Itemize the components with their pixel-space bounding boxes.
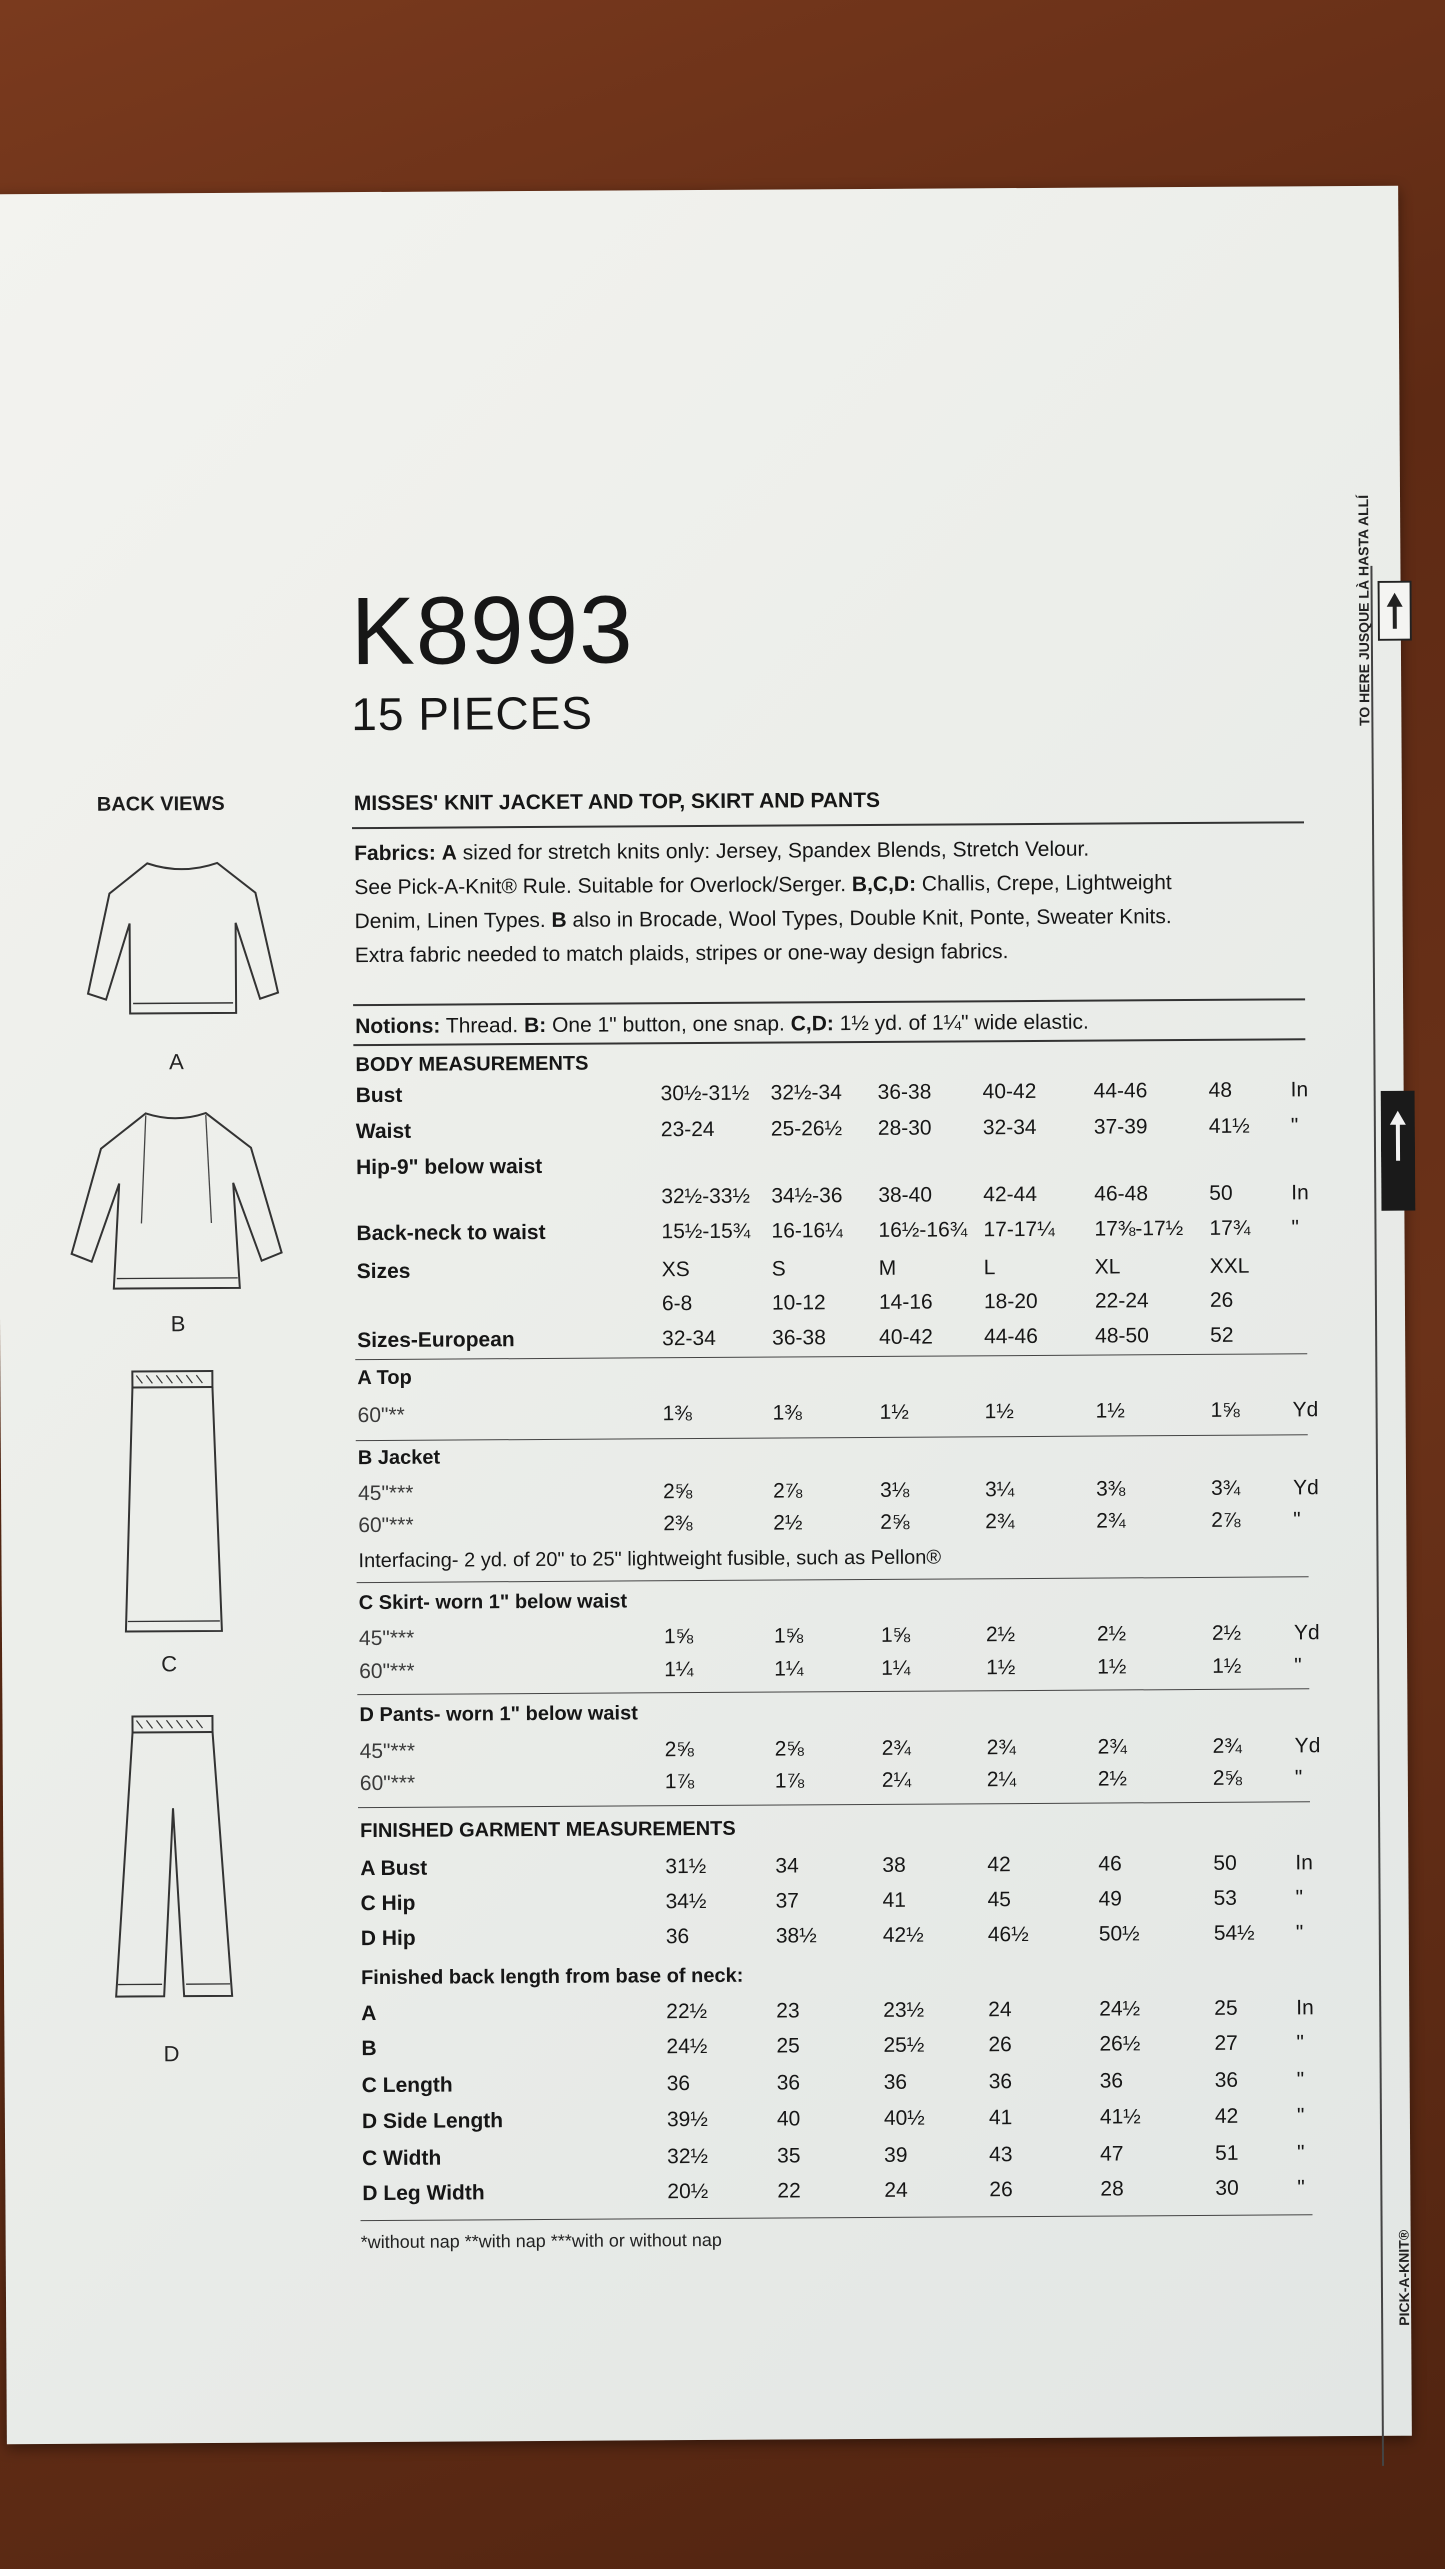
size-value-cell: XL <box>1094 1255 1121 1279</box>
view-label-c: C <box>161 1651 178 1677</box>
unit-cell: " <box>1297 2141 1305 2165</box>
size-value-cell: 26 <box>988 2033 1012 2057</box>
size-value-cell: 2½ <box>1097 1767 1128 1791</box>
finished-rule <box>361 2214 1313 2221</box>
size-value-cell: 41 <box>988 2106 1013 2130</box>
c-skirt-rule <box>357 1688 1309 1695</box>
view-label-a: A <box>169 1049 184 1075</box>
notions-text-1: Thread. <box>440 1014 525 1038</box>
size-value-cell: 46½ <box>987 1923 1029 1947</box>
size-value-cell: 40-42 <box>982 1079 1037 1104</box>
row-label: A Bust <box>360 1856 428 1881</box>
size-value-cell: 1⅝ <box>773 1624 804 1648</box>
size-value-cell: 1⅞ <box>774 1769 805 1793</box>
finished-length-row <box>361 2031 1321 2067</box>
size-value-cell: 1⅜ <box>772 1401 802 1425</box>
size-value-cell: 54½ <box>1213 1921 1255 1945</box>
unit-cell: In <box>1295 1851 1313 1875</box>
row-label: 60"*** <box>359 1771 416 1796</box>
size-value-cell: 36 <box>1099 2069 1124 2093</box>
interfacing-note: Interfacing- 2 yd. of 20" to 25" lightweight fusible, such as Pellon® <box>358 1546 942 1573</box>
unit-cell: In <box>1290 1078 1309 1102</box>
size-value-cell: 2⅜ <box>663 1512 693 1536</box>
finished-measurement-row <box>361 1886 1321 1922</box>
size-value-cell: 36 <box>665 1925 690 1949</box>
size-value-cell: 22-24 <box>1094 1289 1149 1313</box>
row-label: A <box>361 2002 377 2026</box>
size-value-cell: 37 <box>775 1889 800 1913</box>
size-value-cell: 23-24 <box>660 1117 715 1142</box>
size-value-cell: 41 <box>882 1888 907 1912</box>
size-value-cell: 2¾ <box>881 1736 911 1760</box>
size-value-cell: 16-16¼ <box>771 1219 843 1243</box>
yardage-row <box>358 1398 1318 1434</box>
row-label: 45"*** <box>358 1626 415 1651</box>
row-label: C Width <box>362 2146 442 2171</box>
size-value-cell: 48 <box>1208 1078 1233 1102</box>
size-value-cell: 17⅜-17½ <box>1094 1217 1184 1241</box>
row-label: D Hip <box>360 1926 416 1951</box>
row-label: Sizes-European <box>357 1328 515 1353</box>
body-measurement-row <box>356 1216 1316 1252</box>
size-value-cell: 44-46 <box>1093 1079 1148 1103</box>
size-value-cell: 39½ <box>666 2107 708 2132</box>
yardage-row <box>359 1621 1319 1657</box>
size-value-cell: 1¼ <box>774 1657 804 1681</box>
finished-length-row <box>361 1996 1321 2032</box>
size-value-cell: 3¾ <box>1210 1476 1241 1500</box>
fabrics-line-1 <box>354 831 1294 871</box>
view-a-top-heading: A Top <box>357 1366 412 1390</box>
size-value-cell: 1½ <box>986 1656 1016 1680</box>
back-view-d-illustration <box>102 1708 244 2009</box>
size-value-cell: 24½ <box>1099 1997 1141 2021</box>
size-value-cell: XS <box>661 1258 690 1282</box>
size-value-cell: 28-30 <box>877 1116 932 1140</box>
body-measurement-row <box>356 1181 1316 1217</box>
unit-cell: " <box>1295 1886 1304 1910</box>
unit-cell: Yd <box>1292 1476 1319 1500</box>
size-value-cell: 36 <box>988 2070 1013 2094</box>
size-value-cell: 32½-34 <box>770 1081 842 1105</box>
size-value-cell: 24 <box>884 2178 908 2202</box>
size-value-cell: 36 <box>776 2071 801 2095</box>
size-value-cell: 48-50 <box>1095 1324 1149 1348</box>
unit-cell: Yd <box>1292 1398 1319 1422</box>
size-value-cell: 49 <box>1098 1887 1123 1911</box>
size-value-cell: 52 <box>1210 1323 1234 1347</box>
notions-text-3: 1½ yd. of 1¼" wide elastic. <box>833 1010 1089 1036</box>
size-value-cell: 2⅝ <box>664 1738 694 1762</box>
size-value-cell: 32-34 <box>982 1115 1037 1140</box>
size-value-cell: 2¾ <box>1097 1735 1127 1759</box>
size-value-cell: 36 <box>883 2070 908 2094</box>
size-value-cell: 1½ <box>1212 1654 1242 1678</box>
body-measurements-heading: BODY MEASUREMENTS <box>355 1052 589 1077</box>
fabrics-line-3-tail: also in Brocade, Wool Types, Double Knit, Ponte, Sweater Knits. <box>566 905 1172 932</box>
size-value-cell: 2⅞ <box>773 1479 803 1503</box>
size-value-cell: 1¼ <box>881 1656 911 1680</box>
row-label: Bust <box>355 1083 403 1108</box>
pattern-envelope <box>0 186 1412 2445</box>
size-value-cell: 50 <box>1209 1181 1233 1205</box>
unit-cell: Yd <box>1293 1621 1320 1645</box>
size-value-cell: 24 <box>988 1998 1012 2022</box>
size-value-cell: 2¾ <box>1212 1734 1242 1758</box>
row-label: 45"*** <box>359 1739 416 1764</box>
fabrics-line-2-text: See Pick-A-Knit® Rule. Suitable for Overlock/Serger. <box>354 873 852 900</box>
yardage-row <box>358 1476 1318 1512</box>
finished-measurement-row <box>361 1921 1321 1957</box>
size-value-cell: 3¼ <box>985 1478 1015 1502</box>
size-value-cell: 34 <box>775 1854 799 1878</box>
row-label: B <box>361 2037 377 2061</box>
size-value-cell: 6-8 <box>661 1292 693 1316</box>
notions-text-2: One 1" button, one snap. <box>546 1012 791 1037</box>
unit-cell: " <box>1290 1114 1299 1138</box>
row-label: 60"*** <box>358 1513 414 1538</box>
size-value-cell: 26½ <box>1099 2032 1141 2056</box>
size-value-cell: 2¾ <box>986 1736 1016 1760</box>
size-value-cell: 32-34 <box>662 1326 716 1351</box>
row-label: 60"** <box>357 1403 405 1428</box>
size-value-cell: 3⅜ <box>1096 1477 1126 1501</box>
size-value-cell: 28 <box>1100 2177 1124 2201</box>
size-value-cell: 10-12 <box>771 1291 826 1315</box>
size-value-cell: 14-16 <box>878 1290 933 1314</box>
size-value-cell: 18-20 <box>983 1289 1038 1314</box>
size-value-cell: 2⅝ <box>880 1510 910 1534</box>
size-value-cell: 22½ <box>666 1999 708 2024</box>
size-value-cell: 41½ <box>1099 2105 1141 2129</box>
finished-length-row <box>362 2104 1322 2140</box>
finished-length-row <box>362 2068 1322 2104</box>
unit-cell: " <box>1291 1216 1300 1240</box>
unit-cell: " <box>1294 1766 1303 1790</box>
unit-cell: " <box>1296 2104 1305 2128</box>
notions-heading: Notions: <box>355 1014 441 1039</box>
fabrics-line-3-text: Denim, Linen Types. <box>354 908 552 934</box>
size-value-cell: 2¾ <box>1096 1509 1126 1533</box>
size-value-cell: 2⅝ <box>774 1737 804 1761</box>
size-value-cell: 38-40 <box>878 1183 933 1207</box>
unit-cell: " <box>1296 2031 1304 2055</box>
size-value-cell: 25½ <box>883 2033 925 2057</box>
size-value-cell: 34½ <box>665 1889 707 1914</box>
size-value-cell: 1½ <box>1097 1655 1127 1679</box>
finished-length-row <box>362 2141 1322 2177</box>
size-value-cell: 2½ <box>985 1623 1016 1647</box>
fabrics-line-3 <box>354 899 1294 939</box>
size-value-cell: 2⅞ <box>1211 1508 1241 1532</box>
size-value-cell: 42 <box>987 1853 1011 1877</box>
body-measurement-row <box>357 1254 1317 1290</box>
size-value-cell: 32½-33½ <box>661 1184 751 1209</box>
size-value-cell: 1¼ <box>664 1658 694 1682</box>
unit-cell: " <box>1295 1921 1304 1945</box>
d-pants-rule <box>358 1801 1310 1808</box>
size-value-cell: 37-39 <box>1093 1115 1148 1139</box>
size-value-cell: 36-38 <box>772 1326 826 1350</box>
unit-cell: " <box>1293 1508 1301 1532</box>
fabrics-line-1-text: sized for stretch knits only: Jersey, Spandex Blends, Stretch Velour. <box>456 837 1090 865</box>
size-value-cell: 47 <box>1100 2142 1124 2166</box>
size-value-cell: 38 <box>882 1853 906 1877</box>
size-value-cell: 3⅛ <box>880 1478 910 1502</box>
back-view-a-illustration <box>77 853 288 1029</box>
size-value-cell: 23 <box>776 1999 800 2023</box>
size-value-cell: 17-17¼ <box>983 1217 1055 1242</box>
unit-cell: " <box>1297 2176 1305 2200</box>
body-measurement-row <box>356 1078 1316 1114</box>
size-value-cell: 46 <box>1098 1852 1122 1876</box>
size-value-cell: 2⅝ <box>1212 1766 1243 1790</box>
yardage-row <box>360 1734 1320 1770</box>
size-value-cell: 42½ <box>882 1923 924 1947</box>
notions-line <box>355 1004 1295 1044</box>
notions-views-cd: C,D: <box>790 1012 834 1036</box>
size-value-cell: 2¼ <box>986 1768 1017 1792</box>
unit-cell: " <box>1296 2068 1305 2092</box>
size-value-cell: 23½ <box>883 1998 925 2022</box>
unit-cell: Yd <box>1294 1734 1321 1758</box>
side-strip-to-here: TO HERE JUSQUE LÀ HASTA ALLÍ <box>1355 494 1373 726</box>
up-arrow-icon-2 <box>1381 1091 1416 1216</box>
size-value-cell: 36-38 <box>877 1080 932 1104</box>
row-label: Waist <box>355 1119 412 1144</box>
size-value-cell: 2⅝ <box>663 1480 693 1504</box>
finished-length-row <box>362 2176 1322 2212</box>
size-value-cell: 36 <box>1214 2068 1239 2092</box>
size-value-cell: 42 <box>1214 2104 1239 2128</box>
fabrics-line-4: Extra fabric needed to match plaids, stripes or one-way design fabrics. <box>354 940 1009 968</box>
row-label: Sizes <box>356 1259 411 1284</box>
size-value-cell: 26 <box>989 2178 1013 2202</box>
fabrics-paragraph <box>354 831 1295 973</box>
size-value-cell: 1½ <box>879 1400 909 1424</box>
size-value-cell: 32½ <box>667 2144 709 2169</box>
size-value-cell: 51 <box>1215 2141 1239 2165</box>
fabrics-heading: Fabrics: <box>354 841 436 866</box>
view-c-skirt-heading: C Skirt- worn 1" below waist <box>358 1590 628 1615</box>
view-d-pants-heading: D Pants- worn 1" below waist <box>359 1702 638 1727</box>
size-value-cell: 1⅞ <box>664 1770 695 1794</box>
size-value-cell: 1⅝ <box>880 1623 911 1647</box>
size-value-cell: 24½ <box>666 2034 708 2059</box>
size-value-cell: 46-48 <box>1094 1182 1149 1206</box>
size-value-cell: 1½ <box>984 1400 1014 1424</box>
size-value-cell: 36 <box>666 2072 691 2096</box>
size-value-cell: 25-26½ <box>770 1117 843 1141</box>
b-jacket-rule <box>357 1576 1309 1583</box>
unit-cell: In <box>1296 1996 1314 2020</box>
size-value-cell: 34½-36 <box>771 1184 843 1208</box>
row-label: Back-neck to waist <box>356 1220 546 1246</box>
fabrics-views-bcd: B,C,D: <box>851 872 917 897</box>
size-value-cell: 25 <box>1214 1996 1238 2020</box>
size-value-cell: 20½ <box>667 2179 709 2204</box>
size-value-cell: 1⅝ <box>1210 1398 1240 1422</box>
finished-measurements-heading: FINISHED GARMENT MEASUREMENTS <box>360 1817 736 1843</box>
row-label: D Leg Width <box>362 2181 485 2206</box>
size-value-cell: 1⅝ <box>663 1625 694 1649</box>
pieces-count: 15 PIECES <box>351 686 594 741</box>
a-top-rule <box>356 1434 1308 1441</box>
size-value-cell: 40½ <box>883 2106 925 2130</box>
yardage-row <box>359 1654 1319 1690</box>
finished-measurement-row <box>360 1851 1320 1887</box>
side-strip-pick-a-knit: PICK-A-KNIT® <box>1395 2229 1413 2326</box>
finished-length-heading: Finished back length from base of neck: <box>360 1964 744 1990</box>
notions-view-b: B: <box>523 1013 547 1038</box>
size-value-cell: 31½ <box>665 1854 707 1879</box>
size-value-cell: 22 <box>777 2179 801 2203</box>
size-value-cell: 2¼ <box>881 1768 912 1792</box>
fabrics-line-2-tail: Challis, Crepe, Lightweight <box>915 871 1172 896</box>
size-value-cell: M <box>878 1256 897 1280</box>
size-value-cell: 16½-16¾ <box>878 1218 968 1242</box>
body-measurement-row <box>356 1114 1316 1150</box>
size-value-cell: 38½ <box>775 1924 817 1948</box>
size-value-cell: 40-42 <box>879 1325 933 1349</box>
pattern-title: MISSES' KNIT JACKET AND TOP, SKIRT AND PANTS <box>353 788 881 816</box>
size-value-cell: 50½ <box>1098 1922 1140 1946</box>
size-value-cell: 40 <box>776 2107 801 2131</box>
size-value-cell: 2½ <box>1211 1621 1242 1645</box>
size-value-cell: 2¾ <box>985 1510 1015 1534</box>
title-rule <box>352 821 1304 829</box>
back-views-heading: BACK VIEWS <box>96 792 225 816</box>
size-value-cell: 50 <box>1213 1851 1237 1875</box>
size-value-cell: 25 <box>776 2034 800 2058</box>
size-value-cell: 30½-31½ <box>660 1081 750 1106</box>
size-value-cell: 27 <box>1214 2031 1238 2055</box>
back-view-b-illustration <box>61 1103 292 1304</box>
size-value-cell: 35 <box>777 2144 801 2168</box>
size-value-cell: 26 <box>1209 1288 1234 1312</box>
size-value-cell: 2½ <box>773 1511 803 1535</box>
body-measurement-row <box>357 1288 1317 1324</box>
size-value-cell: 53 <box>1213 1886 1238 1910</box>
side-strip <box>1370 566 1429 2466</box>
size-value-cell: XXL <box>1209 1254 1250 1278</box>
fabrics-view-a: A <box>441 841 457 865</box>
size-value-cell: 1½ <box>1095 1399 1125 1423</box>
row-label: 60"*** <box>359 1659 415 1684</box>
body-measurement-row <box>356 1150 1316 1186</box>
back-view-c-illustration <box>112 1363 234 1644</box>
size-value-cell: 1⅜ <box>662 1402 692 1426</box>
row-label: Hip-9" below waist <box>356 1154 543 1180</box>
row-label: C Length <box>361 2073 453 2098</box>
size-value-cell: 2½ <box>1096 1622 1127 1646</box>
unit-cell: In <box>1291 1181 1309 1205</box>
unit-cell: " <box>1294 1654 1302 1678</box>
size-value-cell: 17¾ <box>1209 1216 1251 1240</box>
fabrics-line-2 <box>354 865 1294 905</box>
row-label: 45"*** <box>358 1481 414 1506</box>
size-value-cell: 45 <box>987 1888 1012 1912</box>
size-value-cell: 39 <box>884 2143 908 2167</box>
size-value-cell: 42-44 <box>983 1182 1038 1207</box>
size-value-cell: 30 <box>1215 2176 1239 2200</box>
size-value-cell: 43 <box>989 2143 1013 2167</box>
size-value-cell: 41½ <box>1208 1114 1250 1138</box>
up-arrow-icon <box>1378 581 1412 646</box>
size-value-cell: S <box>771 1257 786 1281</box>
row-label: C Hip <box>360 1891 416 1916</box>
size-value-cell: 44-46 <box>984 1324 1038 1349</box>
yardage-row <box>360 1766 1320 1802</box>
view-label-d: D <box>163 2041 180 2067</box>
pattern-number: K8993 <box>350 576 634 686</box>
row-label: D Side Length <box>361 2109 504 2134</box>
view-b-jacket-heading: B Jacket <box>357 1446 441 1470</box>
fabrics-view-b: B <box>551 908 567 932</box>
nap-footnote: *without nap **with nap ***with or without nap <box>360 2229 722 2253</box>
view-label-b: B <box>170 1311 186 1337</box>
size-value-cell: L <box>983 1256 996 1280</box>
yardage-row <box>358 1508 1318 1544</box>
size-value-cell: 15½-15¾ <box>661 1219 751 1244</box>
